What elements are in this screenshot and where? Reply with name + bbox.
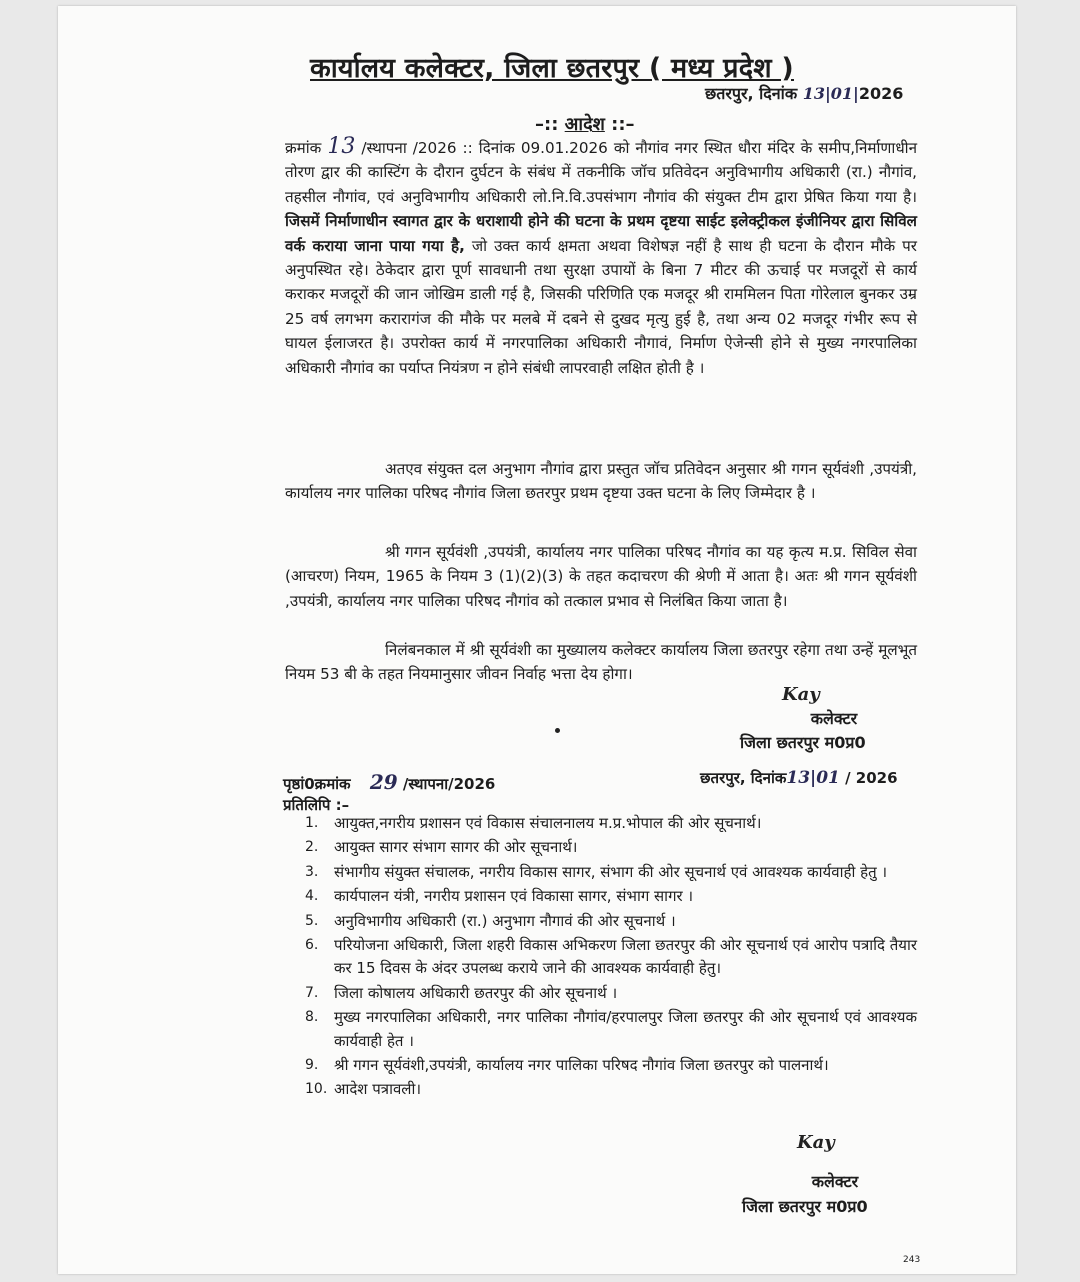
- copy-item-number: 4.: [305, 888, 319, 905]
- order-para2-text: अतएव संयुक्त दल अनुभाग नौगांव द्वारा प्रस्तुत जॉच प्रतिवेदन अनुसार श्री गगन सूर्यवंशी ,उपयंत्री, कार्यालय नगर पालिका परिषद नौगांव जिला छतरपुर प्रथम दृष्टया उक्त घटना के लिए जिम्मेदार है ।: [285, 460, 917, 503]
- order-para4-text: निलंबनकाल में श्री सूर्यवंशी का मुख्यालय कलेक्टर कार्यालय जिला छतरपुर रहेगा तथा उन्हें मूलभूत नियम 53 बी के तहत नियमानुसार जीवन निर्वाह भत्ता देय होगा।: [285, 641, 917, 684]
- signature-initials-2: Kay: [797, 1132, 835, 1153]
- copy-item-text: आदेश पत्रावली।: [334, 1080, 422, 1099]
- order-paragraph-3: [285, 540, 917, 613]
- signature-initials-1: Kay: [782, 684, 820, 705]
- copy-item-text: मुख्य नगरपालिका अधिकारी, नगर पालिका नौगांव/हरपालपुर जिला छतरपुर की ओर सूचनार्थ एवं आवश्यक कार्यवाही हेत ।: [334, 1008, 917, 1050]
- copy-item-number: 9.: [305, 1057, 319, 1074]
- signature-district-2: जिला छतरपुर म0प्र0: [742, 1197, 868, 1216]
- copy-list-item: [305, 885, 917, 908]
- order-paragraph-1: [285, 135, 917, 380]
- endorsement-year: / 2026: [845, 769, 898, 787]
- handwritten-endorsement-number: 29: [369, 770, 398, 794]
- copy-item-number: 7.: [305, 984, 319, 1001]
- handwritten-endorsement-date: 13|01: [786, 768, 840, 788]
- copy-item-number: 6.: [305, 937, 319, 954]
- order-rest-text: जो उक्त कार्य क्षमता अथवा विशेषज्ञ नहीं है साथ ही घटना के दौरान मौके पर अनुपस्थित रहे। ठेकेदार द्वारा पूर्ण सावधानी तथा सुरक्षा उपायों के बिना 7 मीटर की ऊचाई पर मजदूरों से कार्य कराकर मजदूरों की जान जोखिम डाली गई है, जिसकी परिणिति एक मजदूर श्री राममिलन पिता गोरेलाल बुनकर उम्र 25 वर्ष लगभग करारागंज की मौके पर मलबे में दबने से दुखद मृत्यु हुई है, तथा अन्य 02 मजदूर गंभीर रूप से घायल ईलाजरत है। उपरोक्त कार्य में नगरपालिका अधिकारी नौगावं, निर्माण ऐजेन्सी होने से मुख्य नगरपालिका अधिकारी नौगांव का पर्याप्त नियंत्रण न होने संबंधी लापरवाही लक्षित होती है ।: [285, 236, 918, 377]
- copy-item-text: परियोजना अधिकारी, जिला शहरी विकास अभिकरण जिला छतरपुर की ओर सूचनार्थ एवं आरोप पत्रादि तैयार कर 15 दिवस के अंदर उपलब्ध कराये जाने की आवश्यक कार्यवाही हेतु।: [334, 936, 917, 978]
- endorsement-date: [700, 768, 898, 788]
- copy-item-number: 10.: [305, 1081, 328, 1098]
- copy-list-item: [305, 1054, 917, 1077]
- order-para3-text: श्री गगन सूर्यवंशी ,उपयंत्री, कार्यालय नगर पालिका परिषद नौगांव का यह कृत्य म.प्र. सिविल सेवा (आचरण) नियम, 1965 के नियम 3 (1)(2)(3) के तहत कदाचरण की श्रेणी में आता है। अतः श्री गगन सूर्यवंशी ,उपयंत्री, कार्यालय नगर पालिका परिषद नौगांव को तत्काल प्रभाव से निलंबित किया जाता है।: [285, 543, 917, 610]
- copy-item-text: आयुक्त,नगरीय प्रशासन एवं विकास संचालनालय म.प्र.भोपाल की ओर सूचनार्थ।: [334, 814, 762, 832]
- signature-designation-1: कलेक्टर: [810, 709, 858, 728]
- office-title: कार्यालय कलेक्टर, जिला छतरपुर ( मध्य प्रदेश ): [310, 53, 794, 84]
- order-number-suffix: /स्थापना /2026 :: दिनांक 09.01.2026 को नौगांव नगर स्थित धौरा मंदिर के समीप,निर्माणाधीन तोरण द्वार की कास्टिंग के दौरान दुर्घटन के संबंध में तकनीकि जॉच प्रतिवेदन अनुविभागीय अधिकारी (रा.) नौगांव, तहसील नौगांव, एवं अनुविभागीय अधिकारी लो.नि.वि.उपसंभाग नौगांव की संयुक्त टीम द्वारा प्रेषित किया गया है।: [285, 139, 918, 206]
- copy-list-item: [305, 812, 917, 835]
- copy-list-item: [305, 934, 917, 981]
- order-heading-right: ::–: [604, 114, 635, 135]
- copy-list-item: [305, 982, 917, 1005]
- place-date-prefix: छतरपुर, दिनांक: [705, 84, 798, 103]
- copy-item-text: अनुविभागीय अधिकारी (रा.) अनुभाग नौगावं की ओर सूचनार्थ ।: [334, 911, 676, 930]
- copy-item-number: 8.: [305, 1009, 319, 1026]
- order-number-prefix: क्रमांक: [285, 139, 322, 157]
- issue-year: 2026: [858, 84, 904, 103]
- endorsement-number: [283, 770, 495, 794]
- handwritten-order-number: 13: [327, 134, 356, 159]
- signature-district-1: जिला छतरपुर म0प्र0: [740, 733, 866, 752]
- copy-list-item: [305, 836, 917, 859]
- order-paragraph-2: [285, 457, 917, 506]
- endorsement-date-prefix: छतरपुर, दिनांक: [700, 769, 787, 787]
- copy-list-item: [305, 910, 917, 933]
- copy-item-number: 3.: [305, 863, 319, 880]
- endorsement-suffix: /स्थापना/2026: [402, 775, 496, 793]
- copy-item-text: संभागीय संयुक्त संचालक, नगरीय विकास सागर, संभाग की ओर सूचनार्थ एवं आवश्यक कार्यवाही हेतु ।: [334, 862, 888, 881]
- copy-list: [305, 812, 917, 1103]
- copy-heading: प्रतिलिपि :–: [283, 796, 350, 814]
- signature-designation-2: कलेक्टर: [811, 1172, 859, 1191]
- copy-item-text: जिला कोषालय अधिकारी छतरपुर की ओर सूचनार्थ ।: [334, 983, 618, 1002]
- copy-item-number: 5.: [305, 912, 319, 929]
- signature-block-2: [742, 1128, 912, 1220]
- copy-item-text: कार्यपालन यंत्री, नगरीय प्रशासन एवं विकासा सागर, संभाग सागर ।: [334, 887, 694, 906]
- ink-dot: [555, 728, 560, 733]
- order-heading-text: आदेश: [564, 114, 605, 135]
- order-heading-left: –::: [535, 114, 565, 135]
- order-heading: [535, 112, 635, 136]
- order-bold-finding: जिसमें निर्माणाधीन स्वागत द्वार के धराशायी होने की घटना के प्रथम दृष्टया साईट इलेक्ट्रीकल इंजीनियर द्वारा सिविल वर्क कराया जाना पाया गया है,: [285, 212, 917, 255]
- copy-list-item: [305, 861, 917, 884]
- signature-block-1: [740, 684, 910, 756]
- copy-item-number: 1.: [305, 815, 319, 831]
- issue-place-date: [705, 82, 903, 104]
- copy-item-text: आयुक्त सागर संभाग सागर की ओर सूचनार्थ।: [334, 838, 578, 857]
- copy-item-number: 2.: [305, 839, 319, 856]
- order-paragraph-4: [285, 638, 917, 687]
- endorsement-prefix: पृष्ठां0क्रमांक: [283, 775, 351, 793]
- copy-item-text: श्री गगन सूर्यवंशी,उपयंत्री, कार्यालय नगर पालिका परिषद नौगांव जिला छतरपुर को पालनार्थ।: [334, 1056, 829, 1075]
- copy-list-item: [305, 1078, 917, 1101]
- copy-list-item: [305, 1006, 917, 1053]
- page-number: 243: [903, 1255, 921, 1265]
- handwritten-date: 13|01|: [802, 84, 859, 103]
